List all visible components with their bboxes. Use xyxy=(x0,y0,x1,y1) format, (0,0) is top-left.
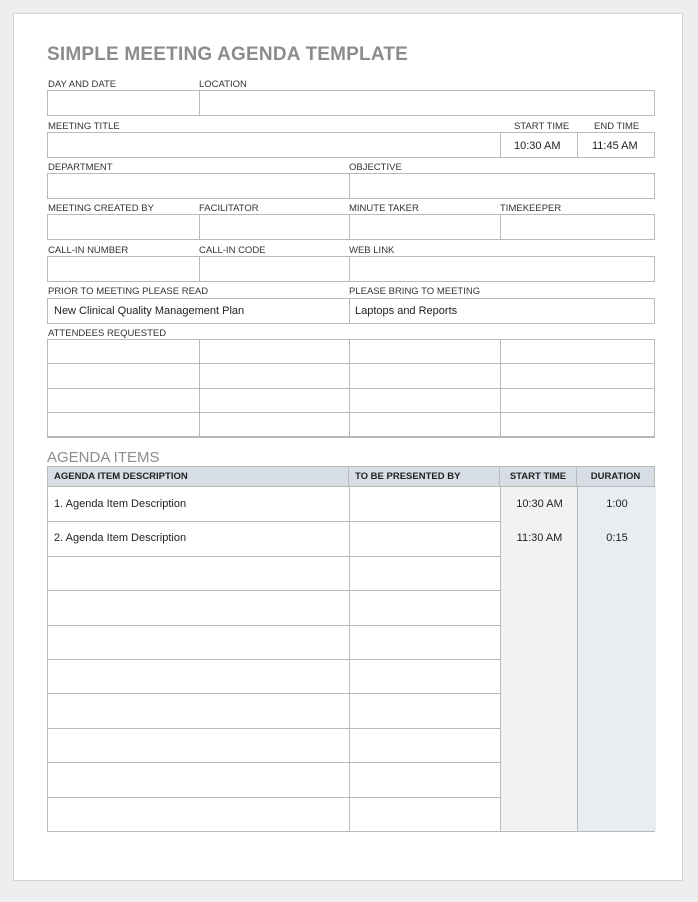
agenda-cell-description[interactable] xyxy=(48,521,350,555)
page-title: SIMPLE MEETING AGENDA TEMPLATE xyxy=(47,44,409,65)
department-field[interactable] xyxy=(47,173,655,199)
agenda-cell-presenter[interactable] xyxy=(349,762,501,796)
agenda-cell-description[interactable] xyxy=(48,590,350,624)
agenda-cell-start[interactable] xyxy=(500,762,578,796)
divider xyxy=(500,340,501,436)
agenda-cell-description[interactable] xyxy=(48,728,350,762)
department-label: DEPARTMENT xyxy=(48,162,113,173)
agenda-cell-presenter[interactable] xyxy=(349,797,501,831)
callin-number-label: CALL-IN NUMBER xyxy=(48,245,129,256)
bring-field[interactable] xyxy=(349,299,350,323)
prior-read-label: PRIOR TO MEETING PLEASE READ xyxy=(48,286,209,297)
table-row xyxy=(47,521,655,556)
minute-taker-label: MINUTE TAKER xyxy=(349,203,419,214)
agenda-cell-duration[interactable] xyxy=(577,659,656,693)
objective-label: OBJECTIVE xyxy=(349,162,402,173)
meeting-title-label: MEETING TITLE xyxy=(48,121,120,132)
agenda-cell-start[interactable] xyxy=(500,521,578,555)
web-link-label: WEB LINK xyxy=(349,245,395,256)
agenda-cell-start[interactable] xyxy=(500,590,578,624)
start-time-label: START TIME xyxy=(514,121,570,132)
divider xyxy=(48,388,654,389)
agenda-cell-start[interactable] xyxy=(500,487,578,521)
header-start-time: START TIME xyxy=(499,466,577,487)
agenda-cell-duration[interactable] xyxy=(577,693,656,727)
agenda-cell-start[interactable] xyxy=(500,659,578,693)
attendees-label: ATTENDEES REQUESTED xyxy=(48,328,167,339)
agenda-cell-presenter[interactable] xyxy=(349,693,501,727)
timekeeper-label: TIMEKEEPER xyxy=(500,203,562,214)
divider xyxy=(577,133,578,157)
agenda-cell-presenter[interactable] xyxy=(349,487,501,521)
agenda-cell-presenter[interactable] xyxy=(349,625,501,659)
header-duration: DURATION xyxy=(576,466,655,487)
agenda-cell-start[interactable] xyxy=(500,797,578,831)
agenda-duration-text: 1:00 xyxy=(606,498,628,510)
day-date-field[interactable] xyxy=(48,91,198,115)
day-date-label: DAY AND DATE xyxy=(48,79,117,90)
agenda-cell-description[interactable] xyxy=(48,625,350,659)
agenda-cell-duration[interactable] xyxy=(577,625,656,659)
divider xyxy=(349,340,350,436)
agenda-start-text: 11:30 AM xyxy=(516,532,563,545)
agenda-cell-duration[interactable] xyxy=(577,487,656,521)
facilitator-field[interactable] xyxy=(199,215,200,239)
agenda-cell-description[interactable] xyxy=(48,693,350,727)
callin-code-label: CALL-IN CODE xyxy=(199,245,266,256)
agenda-cell-duration[interactable] xyxy=(577,521,656,555)
agenda-cell-duration[interactable] xyxy=(577,556,656,590)
table-row xyxy=(47,797,655,832)
table-row xyxy=(47,762,655,797)
end-time-label: END TIME xyxy=(594,121,640,132)
meeting-title-field[interactable] xyxy=(47,132,655,158)
agenda-section-title: AGENDA ITEMS xyxy=(47,449,160,466)
agenda-start-text: 10:30 AM xyxy=(516,498,563,510)
agenda-cell-description[interactable] xyxy=(48,487,350,521)
facilitator-label: FACILITATOR xyxy=(199,203,259,214)
divider xyxy=(48,412,654,413)
agenda-cell-description[interactable] xyxy=(48,659,350,693)
table-row xyxy=(47,693,655,728)
agenda-duration-text: 0:15 xyxy=(606,532,628,545)
agenda-cell-start[interactable] xyxy=(500,728,578,762)
callin-number-field[interactable] xyxy=(47,256,655,282)
table-row xyxy=(47,728,655,763)
agenda-cell-duration[interactable] xyxy=(577,762,656,796)
agenda-cell-presenter[interactable] xyxy=(349,590,501,624)
created-by-field[interactable] xyxy=(47,214,655,240)
table-row xyxy=(47,625,655,660)
start-time-value[interactable]: 10:30 AM xyxy=(514,140,561,152)
agenda-description-text: 1. Agenda Item Description xyxy=(54,498,187,510)
table-row xyxy=(47,590,655,625)
agenda-cell-duration[interactable] xyxy=(577,590,656,624)
location-label: LOCATION xyxy=(199,79,247,90)
table-row xyxy=(47,659,655,694)
callin-code-field[interactable] xyxy=(199,257,200,281)
table-row xyxy=(47,487,655,522)
agenda-cell-start[interactable] xyxy=(500,556,578,590)
agenda-cell-presenter[interactable] xyxy=(349,556,501,590)
divider xyxy=(199,340,200,436)
header-presenter: TO BE PRESENTED BY xyxy=(348,466,500,487)
bring-value[interactable]: Laptops and Reports xyxy=(355,305,458,317)
objective-field[interactable] xyxy=(349,174,350,198)
end-time-value[interactable]: 11:45 AM xyxy=(592,140,638,152)
attendees-grid xyxy=(47,339,655,438)
divider xyxy=(500,133,501,157)
web-link-field[interactable] xyxy=(349,257,350,281)
created-by-label: MEETING CREATED BY xyxy=(48,203,154,214)
table-row xyxy=(47,556,655,591)
agenda-cell-description[interactable] xyxy=(48,797,350,831)
agenda-cell-duration[interactable] xyxy=(577,728,656,762)
agenda-cell-start[interactable] xyxy=(500,625,578,659)
agenda-description-text: 2. Agenda Item Description xyxy=(54,532,187,545)
agenda-cell-description[interactable] xyxy=(48,556,350,590)
agenda-cell-duration[interactable] xyxy=(577,797,656,831)
header-description: AGENDA ITEM DESCRIPTION xyxy=(47,466,349,487)
prior-read-value[interactable]: New Clinical Quality Management Plan xyxy=(54,305,245,317)
agenda-cell-presenter[interactable] xyxy=(349,521,501,555)
location-field[interactable] xyxy=(199,91,200,115)
agenda-cell-presenter[interactable] xyxy=(349,728,501,762)
divider xyxy=(48,363,654,364)
minute-taker-field[interactable] xyxy=(349,215,350,239)
bring-label: PLEASE BRING TO MEETING xyxy=(349,286,481,297)
timekeeper-field[interactable] xyxy=(500,215,501,239)
agenda-cell-start[interactable] xyxy=(500,693,578,727)
agenda-cell-description[interactable] xyxy=(48,762,350,796)
agenda-cell-presenter[interactable] xyxy=(349,659,501,693)
